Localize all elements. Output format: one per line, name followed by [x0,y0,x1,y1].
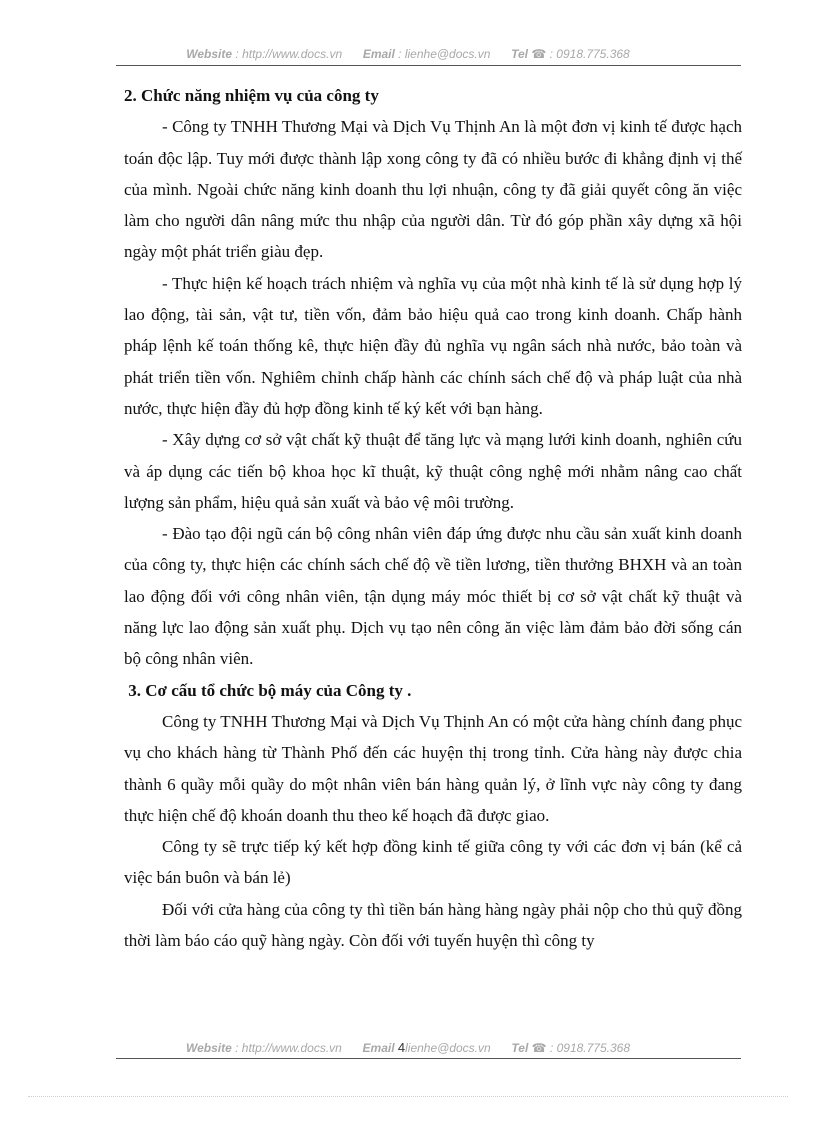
section-heading-3: 3. Cơ cấu tổ chức bộ máy của Công ty . [124,680,412,700]
page-footer [0,1040,816,1055]
paragraph: - Đào tạo đội ngũ cán bộ công nhân viên đáp ứng được nhu cầu sản xuất kinh doanh của công ty, thực hiện các chính sách chế độ về tiền lương, tiền thưởng BHXH và an toàn lao động đối với công nhân viên, tận dụng máy móc thiết bị cơ sở vật chất kỹ thuật và năng lực lao động sản xuất phụ. Dịch vụ tạo nên công ăn việc làm đảm bảo đời sống cán bộ công nhân viên. [124,524,742,669]
header-email-label: Email [362,47,395,61]
paragraph: - Xây dựng cơ sở vật chất kỹ thuật để tăng lực và mạng lưới kinh doanh, nghiên cứu và áp dụng các tiến bộ khoa học kĩ thuật, kỹ thuật công nghệ mới nhằm nâng cao chất lượng sản phẩm, hiệu quả sản xuất và bảo vệ môi trường. [124,430,742,512]
document-body [124,80,742,956]
footer-tel-label: Tel [511,1041,529,1055]
paragraph: Công ty sẽ trực tiếp ký kết hợp đồng kinh tế giữa công ty với các đơn vị bán (kể cả việc bán buôn và bán lẻ) [124,837,742,888]
header-tel-label: Tel [511,47,528,61]
footer-website-url: : http://www.docs.vn [235,1041,342,1055]
paragraph: Công ty TNHH Thương Mại và Dịch Vụ Thịnh An có một cửa hàng chính đang phục vụ cho khách hàng từ Thành Phố đến các huyện thị trong tỉnh. Cửa hàng này được chia thành 6 quầy mỗi quầy do một nhân viên bán hàng quản lý, ở lĩnh vực này công ty đang thực hiện chế độ khoán doanh thu theo kế hoạch đã được giao. [124,711,742,825]
phone-icon: ☎ [531,47,547,61]
paragraph: - Công ty TNHH Thương Mại và Dịch Vụ Thịnh An là một đơn vị kinh tế được hạch toán độc lập. Tuy mới được thành lập xong công ty đã có nhiều bước đi khẳng định vị thế của mình. Ngoài chức năng kinh doanh thu lợi nhuận, công ty đã giải quyết công ăn việc làm cho người dân nâng mức thu nhập của người dân. Từ đó góp phần xây dựng xã hội ngày một phát triển giàu đẹp. [124,117,742,262]
section-heading-2: 2. Chức năng nhiệm vụ của công ty [124,86,379,105]
header-rule [116,65,741,66]
header-website-url: : http://www.docs.vn [235,47,343,61]
phone-icon: ☎ [531,1041,547,1055]
header-website-label: Website [186,47,233,61]
footer-email-value: lienhe@docs.vn [405,1041,491,1055]
page-number: 4 [397,1040,406,1055]
header-tel-value: : 0918.775.368 [549,47,630,61]
paragraph: - Thực hiện kế hoạch trách nhiệm và nghĩa vụ của một nhà kinh tế là sử dụng hợp lý lao động, tài sản, vật tư, tiền vốn, đảm bảo hiệu quả cao trong kinh doanh. Chấp hành pháp lệnh kế toán thống kê, thực hiện đầy đủ nghĩa vụ ngân sách nhà nước, bảo toàn và phát triển tiền vốn. Nghiêm chỉnh chấp hành các chính sách chế độ và pháp luật của nhà nước, thực hiện đầy đủ hợp đồng kinh tế ký kết với bạn hàng. [124,273,742,418]
footer-tel-value: : 0918.775.368 [549,1041,631,1055]
paragraph: Đối với cửa hàng của công ty thì tiền bán hàng hàng ngày phải nộp cho thủ quỹ đồng thời làm báo cáo quỹ hàng ngày. Còn đối với tuyến huyện thì công ty [124,899,742,951]
page-boundary [28,1096,788,1097]
page-header [0,47,816,61]
footer-rule [116,1058,741,1059]
footer-email-label: Email [362,1041,395,1055]
header-email-value: : lienhe@docs.vn [398,47,491,61]
footer-website-label: Website [185,1041,232,1055]
